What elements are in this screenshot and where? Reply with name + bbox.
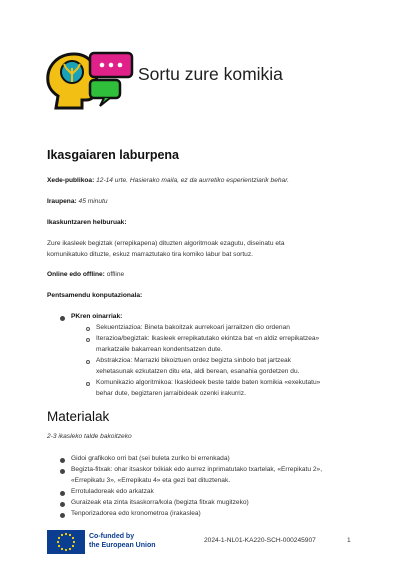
ct-item: Komunikazio algoritmikoa: Ikaskideek beste talde baten komikia «exekutatu» <box>96 379 321 386</box>
page-footer <box>47 528 367 556</box>
bullet-icon <box>60 458 65 463</box>
material-item: Begizta-fitxak: ohar itsaskor txikiak edo aurrez inprimatutako txartelak, «Errepikatu 2», <box>71 466 323 473</box>
sub-bullet-icon <box>86 382 90 386</box>
bullet-icon <box>60 513 65 518</box>
ct-main-item <box>71 312 122 323</box>
page-number: 1 <box>347 537 351 544</box>
material-item: Errotuladoreak edo arkatzak <box>71 488 154 495</box>
duration-label: Iraupena: <box>47 198 77 205</box>
goals-label-line <box>47 218 127 229</box>
material-item-continuation: «Errepikatu 3», «Errepikatu 4» eta gezi bat dituztenak. <box>71 477 231 484</box>
eu-flag-icon <box>47 530 85 554</box>
ct-item-continuation: xehetasunak ezkutatzen ditu eta, aldi berean, esanahia gordetzen du. <box>96 368 300 375</box>
document-header <box>42 48 372 110</box>
ct-item: Iterazioa/begiztak: Ikasleek errepikatutako ekintza bat «n aldiz errepikatzea» <box>96 335 320 342</box>
goals-text-line-2: komunikatuko dituzte, eskuz marraztutako tira komiko labur bat sortuz. <box>47 251 253 258</box>
bullet-icon <box>60 491 65 496</box>
duration-value: 45 minutu <box>78 198 108 205</box>
materials-heading: Materialak <box>47 409 110 424</box>
bullet-icon <box>60 316 65 321</box>
materials-subtitle-text: 2-3 ikasleko talde bakoitzeko <box>47 433 132 440</box>
ct-item: Abstrakzioa: Marrazki bikoiztuen ordez begizta sinbolo bat jartzeak <box>96 357 291 364</box>
mode-label: Online edo offline: <box>47 271 105 278</box>
mode-line <box>47 270 124 281</box>
ct-label: Pentsamendu konputazionala: <box>47 292 143 299</box>
ct-item-continuation: behar dute, begiztaren jarraibideak ozenki irakurriz. <box>96 390 246 397</box>
materials-subtitle <box>47 432 132 443</box>
material-item: Gidoi grafikoko orri bat (sei buleta zuriko bi errenkada) <box>71 455 230 462</box>
audience-line <box>47 176 289 187</box>
ct-label-line <box>47 291 142 302</box>
project-reference: 2024-1-NL01-KA220-SCH-000245907 <box>204 537 316 544</box>
eu-text-line-1: Co-funded by <box>89 533 135 540</box>
sub-bullet-icon <box>86 338 90 342</box>
goals-text-line-1: Zure ikasleek begiztak (errepikapena) dituzten algoritmoak ezagutu, diseinatu eta <box>47 240 285 247</box>
goals-label: Ikaskuntzaren helburuak: <box>47 219 127 226</box>
ct-item: Sekuentziazioa: Bineta bakoitzak aurrekoari jarraitzen dio ordenan <box>96 324 290 331</box>
bullet-icon <box>60 502 65 507</box>
duration-line <box>47 197 108 208</box>
audience-label: Xede-publikoa: <box>47 177 95 184</box>
material-item: Guraizeak eta zinta itsaskorra/kola (begizta fitxak mugitzeko) <box>71 499 249 506</box>
ct-item-continuation: markatzaile bakarrean kondentsatzen dute. <box>96 346 223 353</box>
eu-text-line-2: the European Union <box>89 542 156 549</box>
bullet-icon <box>60 469 65 474</box>
mode-value: offline <box>106 271 125 278</box>
material-item: Tenporizadorea edo kronometroa (irakaslea) <box>71 510 201 517</box>
comic-logo-icon <box>42 48 134 110</box>
summary-heading: Ikasgaiaren laburpena <box>47 148 180 162</box>
document-title: Sortu zure komikia <box>138 64 283 84</box>
eu-cofunded-text <box>89 532 156 550</box>
sub-bullet-icon <box>86 327 90 331</box>
ct-main-label: PKren oinarriak: <box>71 313 123 320</box>
audience-value: 12-14 urte. Hasierako maila, ez da aurretiko esperientziarik behar. <box>96 177 290 184</box>
sub-bullet-icon <box>86 360 90 364</box>
